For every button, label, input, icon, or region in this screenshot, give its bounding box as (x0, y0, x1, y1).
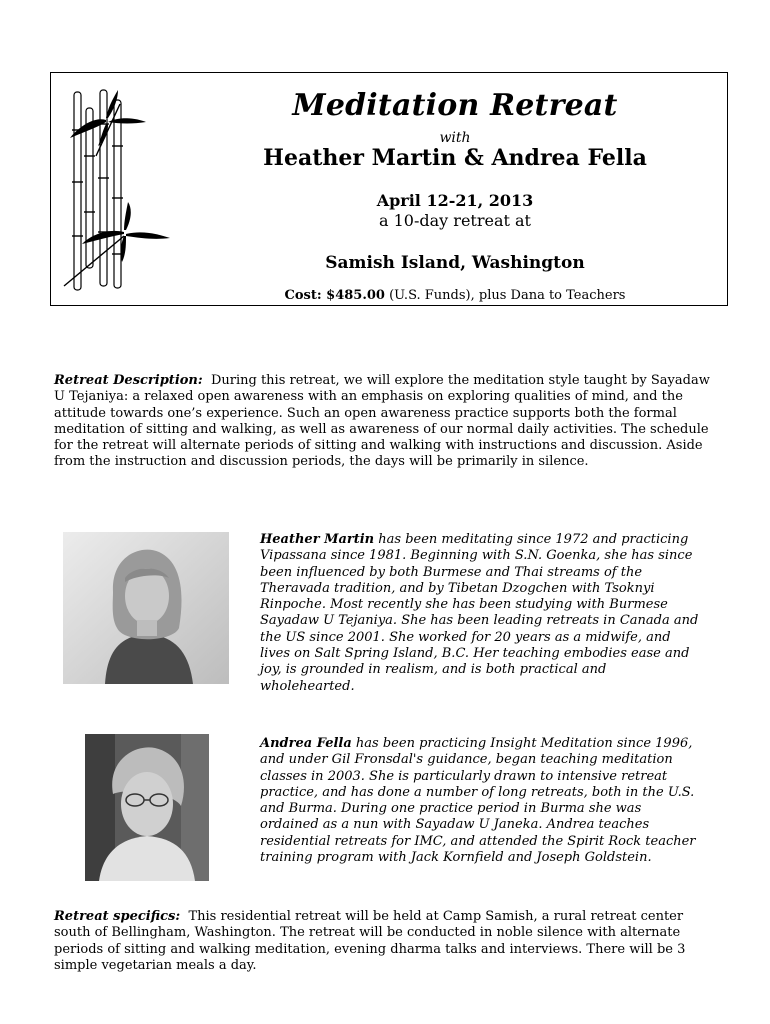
bio-name: Andrea Fella (260, 736, 352, 751)
bio-text: has been practicing Insight Meditation since 1996, and under Gil Fronsdal's guidance, began teaching meditation classes in 2003. She is particularly drawn to intensive retreat practice, and has done a number of long retreats, both in the U.S. and Burma. During one practice period in Burma she was ordained as a nun with Sayadaw U Janeka. Andrea teaches residential retreats for IMC, and attended the Spirit Rock teacher training program with Jack Kornfield and Joseph Goldstein. (260, 736, 696, 866)
teachers-heading: Heather Martin & Andrea Fella (263, 145, 647, 171)
specifics-label: Retreat specifics: (54, 909, 181, 924)
bamboo-illustration (62, 86, 174, 294)
cost-label: Cost: $485.00 (284, 288, 385, 303)
description-text: During this retreat, we will explore the meditation style taught by Sayadaw U Tejaniya: a relaxed open awareness with an emphasis on exploring qualities of mind, and the attitude towards one’s experience. Such an open awareness practice supports both the formal meditation of sitting and walking, as well as awareness of our normal daily activities. The schedule for the retreat will alternate periods of sitting and walking with instructions and discussion. Aside from the instruction and discussion periods, the days will be primarily in silence. (54, 373, 710, 470)
retreat-specifics (54, 909, 722, 974)
andrea-fella-photo (85, 734, 209, 881)
bio-text: has been meditating since 1972 and practicing Vipassana since 1981. Beginning with S.N. Goenka, she has since been influenced by both Burmese and Thai streams of the Theravada tradition, and by Tibetan Dzogchen with Tsoknyi Rinpoche. Most recently she has been studying with Burmese Sayadaw U Tejaniya. She has been leading retreats in Canada and the US since 2001. She worked for 20 years as a midwife, and lives on Salt Spring Island, B.C. Her teaching embodies ease and joy, is grounded in realism, and is both practical and wholehearted. (260, 532, 699, 694)
heather-martin-photo (63, 532, 229, 684)
retreat-description (54, 373, 722, 471)
heather-martin-bio (260, 532, 704, 695)
description-label: Retreat Description: (54, 373, 203, 388)
retreat-location: Samish Island, Washington (325, 253, 585, 273)
andrea-fella-bio (260, 736, 704, 866)
cost-line (270, 288, 640, 303)
with-label: with (439, 130, 471, 146)
page-title: Meditation Retreat (292, 88, 618, 123)
cost-detail: (U.S. Funds), plus Dana to Teachers (384, 288, 626, 303)
retreat-subtitle: a 10-day retreat at (379, 211, 531, 230)
specifics-text: This residential retreat will be held at Camp Samish, a rural retreat center south of Bellingham, Washington. The retreat will be conducted in noble silence with alternate periods of sitting and walking meditation, evening dharma talks and interviews. There will be 3 simple vegetarian meals a day. (54, 909, 686, 973)
bio-name: Heather Martin (260, 532, 375, 547)
retreat-dates: April 12-21, 2013 (376, 191, 534, 210)
